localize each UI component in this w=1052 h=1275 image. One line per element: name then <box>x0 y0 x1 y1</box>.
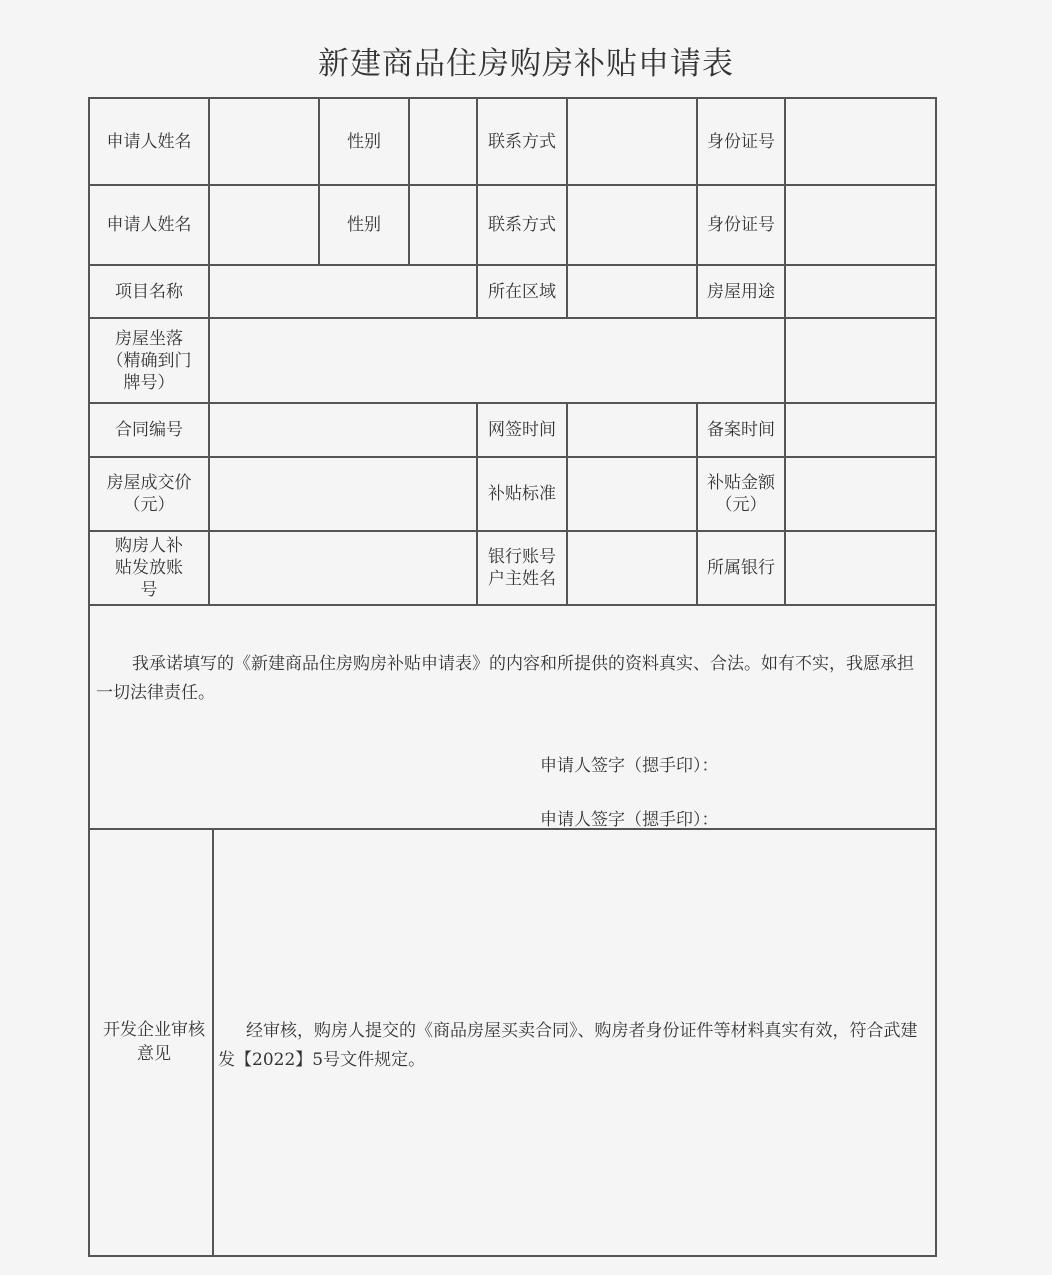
project-name-field[interactable] <box>210 266 476 317</box>
id-number-field[interactable] <box>786 99 935 184</box>
house-use-field[interactable] <box>786 266 935 317</box>
row-divider <box>90 604 935 606</box>
application-form <box>88 97 937 1257</box>
subsidy-amount-field[interactable] <box>786 458 935 530</box>
record-time-field[interactable] <box>786 404 935 456</box>
id-number-label: 身份证号 <box>707 131 775 152</box>
deal-price-label: 房屋成交价（元） <box>106 473 192 515</box>
subsidy-standard-label: 补贴标准 <box>488 484 556 504</box>
gender-label: 性别 <box>347 215 381 235</box>
developer-review-label: 开发企业审核意见 <box>103 1019 205 1064</box>
subsidy-standard-field[interactable] <box>568 458 696 530</box>
subsidy-account-label: 购房人补贴发放账号 <box>115 536 183 600</box>
subsidy-amount-label: 补贴金额（元） <box>707 473 775 515</box>
page-title: 新建商品住房购房补贴申请表 <box>318 46 734 82</box>
applicant-name-label: 申请人姓名 <box>106 131 192 152</box>
district-label: 所在区域 <box>488 281 556 302</box>
contact-label: 联系方式 <box>488 131 556 152</box>
online-sign-time-field[interactable] <box>568 404 696 456</box>
project-name-label: 项目名称 <box>115 281 183 302</box>
applicant-name-label: 申请人姓名 <box>106 215 192 235</box>
gender-label: 性别 <box>347 131 381 152</box>
online-sign-time-label: 网签时间 <box>488 420 556 440</box>
bank-name-field[interactable] <box>786 532 935 604</box>
account-holder-field[interactable] <box>568 532 696 604</box>
declaration-text: 我承诺填写的《新建商品住房购房补贴申请表》的内容和所提供的资料真实、合法。如有不实，我愿承担一切法律责任。 <box>96 654 914 703</box>
deal-price-field[interactable] <box>210 458 476 530</box>
contact-label: 联系方式 <box>488 215 556 235</box>
subsidy-account-field[interactable] <box>210 532 476 604</box>
house-use-label: 房屋用途 <box>707 281 775 302</box>
gender-field[interactable] <box>410 186 476 264</box>
house-location-field[interactable] <box>210 319 784 402</box>
bank-name-label: 所属银行 <box>707 558 775 578</box>
applicant-name-field[interactable] <box>210 99 318 184</box>
contact-field[interactable] <box>568 99 696 184</box>
row-divider <box>90 828 935 830</box>
account-holder-label: 银行账号户主姓名 <box>488 547 556 589</box>
developer-review-text: 经审核，购房人提交的《商品房屋买卖合同》、购房者身份证件等材料真实有效，符合武建发【2022】5号文件规定。 <box>218 1021 918 1070</box>
id-number-field[interactable] <box>786 186 935 264</box>
id-number-label: 身份证号 <box>707 215 775 235</box>
applicant-signature-2[interactable]: 申请人签字（摁手印）： <box>540 810 719 830</box>
gender-field[interactable] <box>410 99 476 184</box>
district-field[interactable] <box>568 266 696 317</box>
column-divider <box>212 828 214 1255</box>
contract-number-label: 合同编号 <box>115 420 183 440</box>
house-location-label: 房屋坐落（精确到门牌号） <box>106 328 192 393</box>
applicant-signature-1[interactable]: 申请人签字（摁手印）： <box>540 756 719 776</box>
record-time-label: 备案时间 <box>707 420 775 440</box>
contact-field[interactable] <box>568 186 696 264</box>
applicant-name-field[interactable] <box>210 186 318 264</box>
contract-number-field[interactable] <box>210 404 476 456</box>
